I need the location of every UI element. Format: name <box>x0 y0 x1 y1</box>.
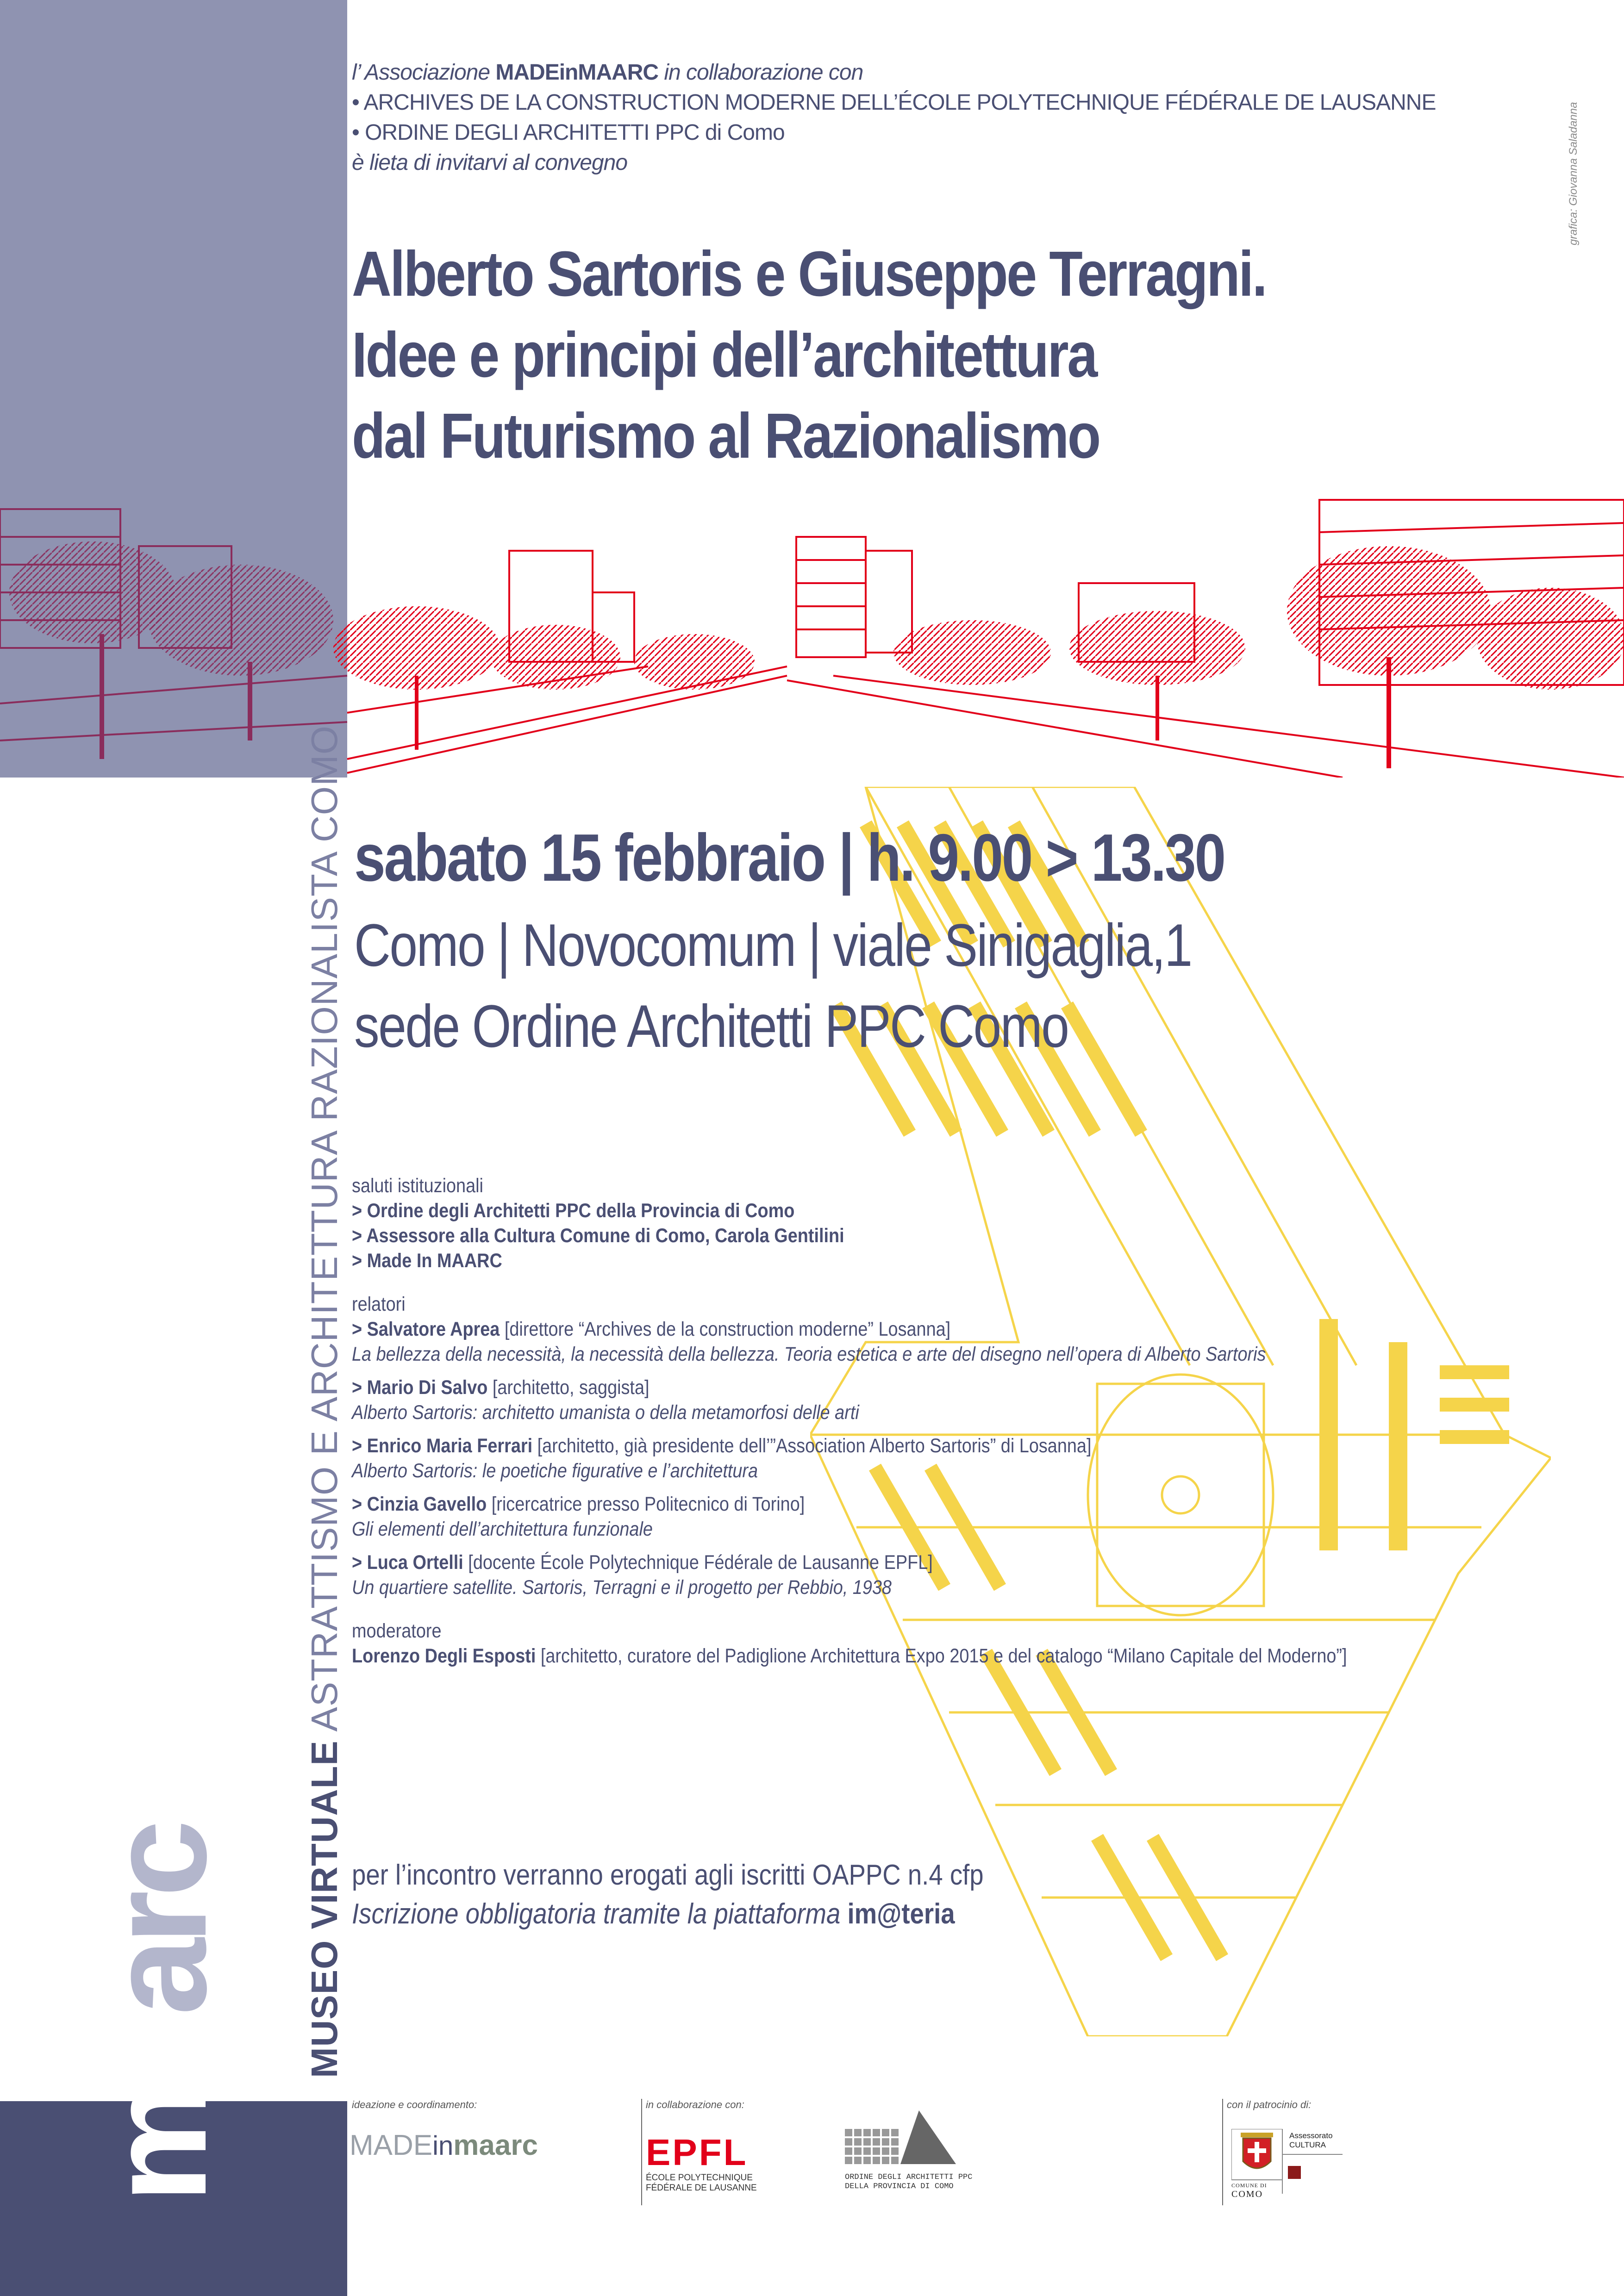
greetings-section <box>352 1173 1289 1273</box>
museum-name-bold: MUSEO VIRTUALE <box>304 1740 345 2078</box>
madeinmaarc-logo: MADEinmaarc <box>350 2129 538 2161</box>
event-date: sabato 15 febbraio | h. 9.00 > 13.30 <box>354 820 1224 895</box>
moderator-role: [architetto, curatore del Padiglione Architettura Expo 2015 e del catalogo “Milano Capitale del Moderno”] <box>536 1645 1347 1667</box>
footer-divider <box>641 2099 642 2205</box>
speaker-talk: Gli elementi dell’architettura funzionale <box>352 1518 653 1540</box>
speakers-heading: relatori <box>352 1293 406 1315</box>
intro-brand: MADEinMAARC <box>495 60 659 85</box>
architecture-illustration <box>0 481 1624 778</box>
intro-prefix: l’ Associazione <box>352 60 496 85</box>
greeting-item: > Assessore alla Cultura Comune di Como, Carola Gentilini <box>352 1225 844 1247</box>
moderator-name: Lorenzo Degli Esposti <box>352 1645 536 1667</box>
collab-label: in collaborazione con: <box>646 2099 744 2110</box>
title-line-2: Idee e principi dell’architettura <box>352 319 1096 391</box>
speaker-entry <box>352 1317 1289 1367</box>
venue-line-2: sede Ordine Architetti PPC Como <box>354 992 1068 1060</box>
intro-line-2: • ARCHIVES DE LA CONSTRUCTION MODERNE DELL’ÉCOLE POLYTECHNIQUE FÉDÉRALE DE LAUSANNE <box>352 90 1436 115</box>
speaker-name: > Cinzia Gavello <box>352 1493 487 1515</box>
speaker-talk: Un quartiere satellite. Sartoris, Terragni e il progetto per Rebbio, 1938 <box>352 1576 892 1599</box>
speaker-name: > Mario Di Salvo <box>352 1376 488 1399</box>
cfp-line-2: Iscrizione obbligatoria tramite la piattaforma <box>352 1898 848 1930</box>
moderator-section <box>352 1618 1347 1668</box>
speaker-name: > Enrico Maria Ferrari <box>352 1435 533 1457</box>
intro-line-4: è lieta di invitarvi al convegno <box>352 150 628 175</box>
speaker-entry <box>352 1433 1289 1483</box>
intro-suffix: in collaborazione con <box>658 60 863 85</box>
speaker-role: [architetto, già presidente dell’”Association Alberto Sartoris” di Losanna] <box>532 1435 1092 1457</box>
epfl-subtitle: ÉCOLE POLYTECHNIQUE FÉDÉRALE DE LAUSANNE <box>646 2173 757 2193</box>
ideation-label: ideazione e coordinamento: <box>352 2099 477 2110</box>
speaker-entry <box>352 1550 1289 1600</box>
cfp-info <box>352 1856 984 1934</box>
venue-line-1: Como | Novocomum | viale Sinigaglia,1 <box>354 911 1192 979</box>
speaker-entry <box>352 1375 1289 1425</box>
speaker-role: [ricercatrice presso Politecnico di Torino] <box>487 1493 805 1515</box>
title-line-1: Alberto Sartoris e Giuseppe Terragni. <box>352 238 1266 310</box>
oappc-caption: ORDINE DEGLI ARCHITETTI PPC DELLA PROVINCIA DI COMO <box>845 2173 973 2191</box>
speaker-entry <box>352 1492 1289 1542</box>
oappc-logo-icon <box>845 2110 961 2171</box>
event-venue <box>354 905 1192 1067</box>
moderator-heading: moderatore <box>352 1620 442 1642</box>
speaker-talk: Alberto Sartoris: architetto umanista o della metamorfosi delle arti <box>352 1401 859 1424</box>
greeting-item: > Ordine degli Architetti PPC della Provincia di Como <box>352 1200 795 1222</box>
footer-divider <box>1222 2099 1223 2205</box>
speakers-section <box>352 1292 1289 1600</box>
epfl-logo: EPFL <box>646 2132 748 2173</box>
intro-line-3: • ORDINE DEGLI ARCHITETTI PPC di Como <box>352 120 785 145</box>
museum-vertical-text <box>303 725 346 2078</box>
como-assessorato: Assessorato CULTURA <box>1289 2131 1333 2149</box>
cfp-line-1: per l’incontro verranno erogati agli iscritti OAPPC n.4 cfp <box>352 1859 984 1891</box>
greetings-heading: saluti istituzionali <box>352 1175 483 1197</box>
maarc-logo: maarc <box>80 1826 235 2203</box>
speaker-role: [docente École Polytechnique Fédérale de Lausanne EPFL] <box>463 1551 933 1574</box>
page-title <box>352 234 1266 477</box>
speaker-talk: La bellezza della necessità, la necessità della bellezza. Teoria estetica e arte del disegno nell’opera di Alberto Sartoris <box>352 1343 1266 1365</box>
title-line-3: dal Futurismo al Razionalismo <box>352 400 1099 472</box>
graphic-credit: grafica: Giovanna Saladanna <box>1567 102 1580 245</box>
speaker-talk: Alberto Sartoris: le poetiche figurative e l’architettura <box>352 1460 758 1482</box>
speaker-role: [architetto, saggista] <box>487 1376 650 1399</box>
greeting-item: > Made In MAARC <box>352 1250 502 1272</box>
speaker-role: [direttore “Archives de la construction moderne” Losanna] <box>500 1318 951 1340</box>
como-name: COMUNE DI COMO <box>1231 2182 1267 2199</box>
speaker-name: > Luca Ortelli <box>352 1551 463 1574</box>
museum-name-rest: ASTRATTISMO E ARCHITETTURA RAZIONALISTA COMO <box>304 725 345 1741</box>
program <box>352 1173 1347 1668</box>
intro-line-1 <box>352 58 863 87</box>
speaker-name: > Salvatore Aprea <box>352 1318 500 1340</box>
imateria-link[interactable]: im@teria <box>847 1898 955 1930</box>
patronage-label: con il patrocinio di: <box>1227 2099 1312 2110</box>
